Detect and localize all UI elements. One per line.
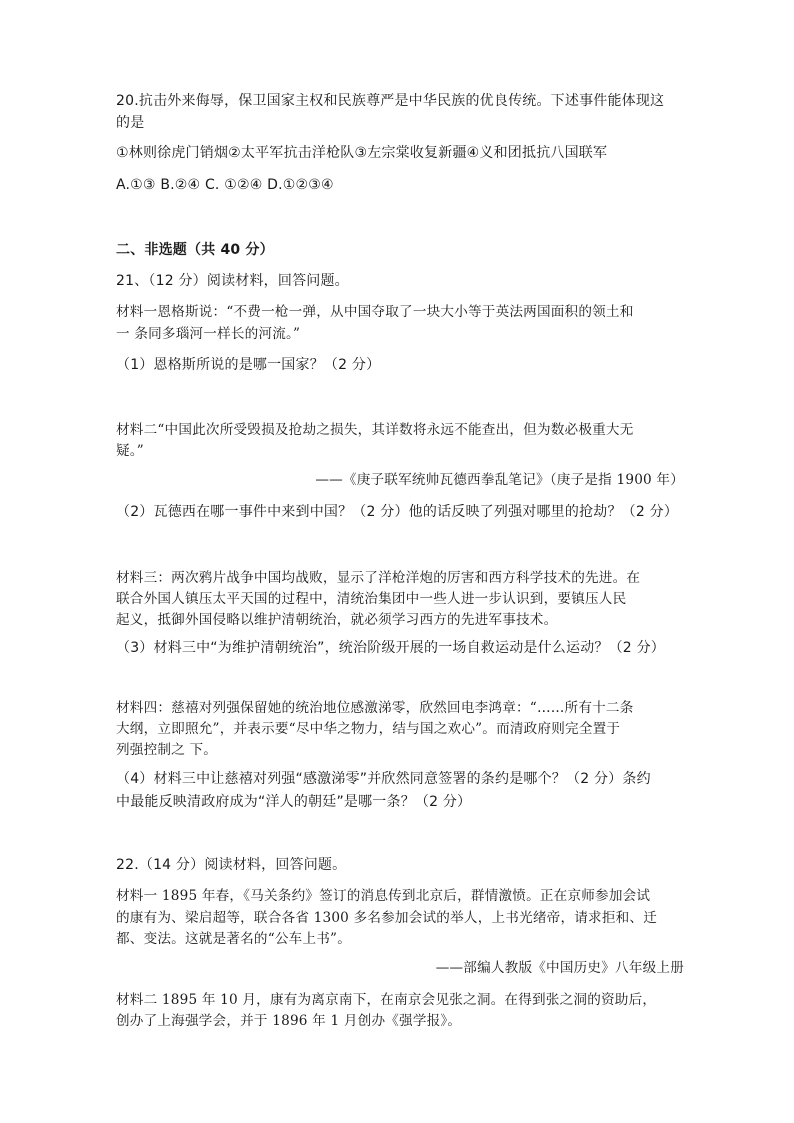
q21-material2-source: ——《庚子联军统帅瓦德西拳乱笔记》（庚子是指 1900 年） <box>315 472 684 488</box>
q20-options: A.①③ B.②④ C. ①②④ D.①②③④ <box>116 177 334 193</box>
q21-material3-line1: 材料三：两次鸦片战争中国均战败，显示了洋枪洋炮的厉害和西方科学技术的先进。在 <box>116 570 641 586</box>
q21-subquestion3: （3）材料三中“为维护清朝统治”，统治阶级开展的一场自救运动是什么运动？（2 分） <box>116 640 665 656</box>
q22-header: 22.（14 分）阅读材料，回答问题。 <box>116 857 347 873</box>
q21-material2-line1: 材料二“中国此次所受毁损及抢劫之损失，其详数将永远不能查出，但为数必极重大无 <box>116 422 634 438</box>
q21-subquestion2: （2）瓦德西在哪一事件中来到中国？（2 分）他的话反映了列强对哪里的抢劫？（2 分） <box>116 504 679 520</box>
q22-material1-line2: 的康有为、梁启超等，联合各省 1300 多名参加会试的举人，上书光绪帝，请求拒和、迁 <box>116 910 658 926</box>
q21-material1-line2: 一 条同多瑙河一样长的河流。” <box>116 326 301 342</box>
q20-items: ①林则徐虎门销烟②太平军抗击洋枪队③左宗棠收复新疆④义和团抵抗八国联军 <box>116 145 608 161</box>
q21-header: 21、（12 分）阅读材料，回答问题。 <box>116 273 349 289</box>
q20-stem-line1: 20.抗击外来侮辱，保卫国家主权和民族尊严是中华民族的优良传统。下述事件能体现这 <box>116 93 665 109</box>
section2-title: 二、非选题（共 40 分） <box>116 242 274 258</box>
q22-material1-line1: 材料一 1895 年春，《马关条约》签订的消息传到北京后，群情激愤。正在京师参加会试 <box>116 888 651 904</box>
q21-subquestion4-line2: 中最能反映清政府成为“洋人的朝廷”是哪一条？（2 分） <box>116 794 472 810</box>
q21-material4-line1: 材料四：慈禧对列强保留她的统治地位感激涕零，欣然回电李鸿章：“……所有十二条 <box>116 700 634 716</box>
q20-stem-line2: 的是 <box>116 115 145 131</box>
q21-material4-line3: 列强控制之 下。 <box>116 742 218 758</box>
q22-material2-line2: 创办了上海强学会，并于 1896 年 1 月创办《强学报》。 <box>116 1013 462 1029</box>
q21-material3-line2: 联合外国人镇压太平天国的过程中，清统治集团中一些人进一步认识到，要镇压人民 <box>116 591 627 607</box>
q21-material1-line1: 材料一恩格斯说：“不费一枪一弹，从中国夺取了一块大小等于英法两国面积的领土和 <box>116 304 634 320</box>
q21-subquestion4-line1: （4）材料三中让慈禧对列强“感激涕零”并欣然同意签署的条约是哪个？（2 分）条约 <box>116 771 651 787</box>
q22-material1-source: ——部编人教版《中国历史》八年级上册 <box>435 960 684 976</box>
q21-material3-line3: 起义，抵御外国侵略以维护清朝统治，就必须学习西方的先进军事技术。 <box>116 612 558 628</box>
q22-material2-line1: 材料二 1895 年 10 月，康有为离京南下，在南京会见张之洞。在得到张之洞的资助后， <box>116 992 657 1008</box>
q21-material4-line2: 大纲，立即照允”，并表示要“尽中华之物力，结与国之欢心”。而清政府则完全置于 <box>116 721 621 737</box>
q21-material2-line2: 疑。” <box>116 443 144 459</box>
q21-subquestion1: （1）恩格斯所说的是哪一国家？（2 分） <box>116 357 381 373</box>
q22-material1-line3: 都、变法。这就是著名的“公车上书”。 <box>116 931 351 947</box>
